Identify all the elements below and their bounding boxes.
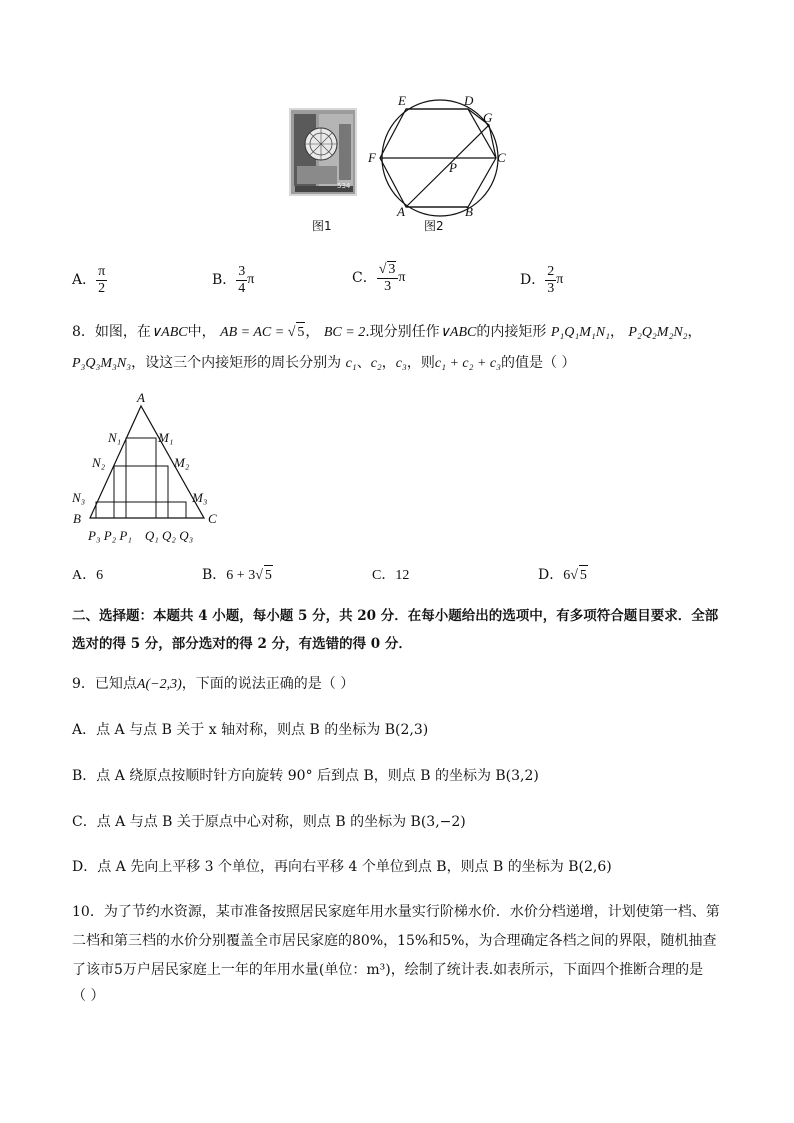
q8-stem-line-2: P₃Q₃M₃N₃，设这三个内接矩形的周长分别为 c₁、c₂，c₃，则c₁ + c₂ + c₃的值是（ ） <box>72 355 576 371</box>
option-label: C． <box>352 270 377 286</box>
label-E: E <box>398 93 406 108</box>
triangle-figure <box>68 390 228 550</box>
label-N3: N₃ <box>72 490 86 505</box>
q9-option-c[interactable]: C．点 A 与点 B 关于原点中心对称，则点 B 的坐标为 B(3,−2) <box>72 814 466 830</box>
bottom-point-labels: P₃ P₂ P₁ Q₁ Q₂ Q₃ <box>88 528 194 543</box>
q7-option-b[interactable] <box>212 262 254 298</box>
photo-figure-1 <box>289 108 357 196</box>
section-2-header-line-2: 选对的得 5 分，部分选对的得 2 分，有选错的得 0 分． <box>72 636 412 652</box>
label-F: F <box>368 150 376 165</box>
q8-option-b[interactable]: B．6 + 3√ 5 <box>202 565 273 586</box>
q8-stem-line-1: 8．如图，在∨ABC中， AB = AC = √ 5， BC = 2.现分别任作∨ABC的内接矩形 P₁Q₁M₁N₁， P₂Q₂M₂N₂， <box>72 322 702 343</box>
fraction: $\frac{3}{4}$ <box>238 263 246 296</box>
label-N1: N₁ <box>108 430 122 445</box>
q8-option-c[interactable]: C．12 <box>372 568 410 583</box>
q7-option-d[interactable] <box>520 262 563 298</box>
octagon-diagram <box>365 92 515 222</box>
rect-3: P₃Q₃M₃N₃ <box>72 356 132 371</box>
q7-option-c[interactable] <box>352 258 405 298</box>
photo-number: 534 <box>337 182 351 190</box>
rect-2: P₂Q₂M₂N₂ <box>628 325 688 340</box>
label-B: B <box>73 511 81 526</box>
triangle-abc: ∨ABC <box>150 325 188 340</box>
q10-line-3: 了该市5万户居民家庭上一年的年用水量(单位：m³)，绘制了统计表.如表所示，下面四个推断合理的是 <box>72 962 704 978</box>
q10-line-2: 二档和第三档的水价分别覆盖全市居民家庭的80%，15%和5%，为合理确定各档之间的界限，随机抽查 <box>72 933 717 949</box>
label-D: D <box>464 93 474 108</box>
fraction: $\frac{2}{3}$ <box>547 263 555 296</box>
q9-option-d[interactable]: D．点 A 先向上平移 3 个单位，再向右平移 4 个单位到点 B，则点 B 的坐标为 B(2,6) <box>72 859 612 875</box>
fraction: $\frac{\pi}{2}$ <box>98 263 106 296</box>
option-label: B． <box>212 272 237 288</box>
label-M3: M₃ <box>192 490 208 505</box>
option-label: A． <box>72 272 97 288</box>
q7-option-a[interactable] <box>72 262 107 298</box>
octagon-figure-2 <box>365 92 515 222</box>
q8-option-d[interactable]: D．6√ 5 <box>538 565 588 586</box>
pi-symbol: π <box>398 270 406 285</box>
label-B: B <box>465 204 473 219</box>
section-2-header-line-1: 二、选择题：本题共 4 小题，每小题 5 分，共 20 分．在每小题给出的选项中，有多项符合题目要求．全部 <box>72 608 719 624</box>
label-C: C <box>208 511 217 526</box>
figure-2-caption: 图2 <box>424 219 444 233</box>
q9-option-b[interactable]: B．点 A 绕原点按顺时针方向旋转 90° 后到点 B，则点 B 的坐标为 B(3,2) <box>72 768 539 784</box>
label-C: C <box>497 150 506 165</box>
rect-1: P₁Q₁M₁N₁ <box>550 325 610 340</box>
figure-1-caption: 图1 <box>312 219 332 233</box>
label-P: P <box>449 160 457 175</box>
label-G: G <box>483 110 493 125</box>
label-A: A <box>137 390 145 405</box>
pi-symbol: π <box>247 272 255 287</box>
q9-option-a[interactable]: A．点 A 与点 B 关于 x 轴对称，则点 B 的坐标为 B(2,3) <box>72 722 429 738</box>
q8-option-a[interactable]: A．6 <box>72 568 104 583</box>
fraction: $\frac{√ 3}{3}$ <box>377 261 399 295</box>
label-A: A <box>397 204 405 219</box>
label-N2: N₂ <box>92 455 106 470</box>
q9-stem: 9．已知点A(−2,3)，下面的说法正确的是（ ） <box>72 676 355 692</box>
option-label: D． <box>520 272 546 288</box>
pi-symbol: π <box>556 272 564 287</box>
label-M1: M₁ <box>158 430 174 445</box>
label-M2: M₂ <box>174 455 190 470</box>
q10-line-4: （ ） <box>72 988 105 1004</box>
q10-line-1: 10．为了节约水资源，某市准备按照居民家庭年用水量实行阶梯水价．水价分档递增，计划使第一档、第 <box>72 904 720 920</box>
